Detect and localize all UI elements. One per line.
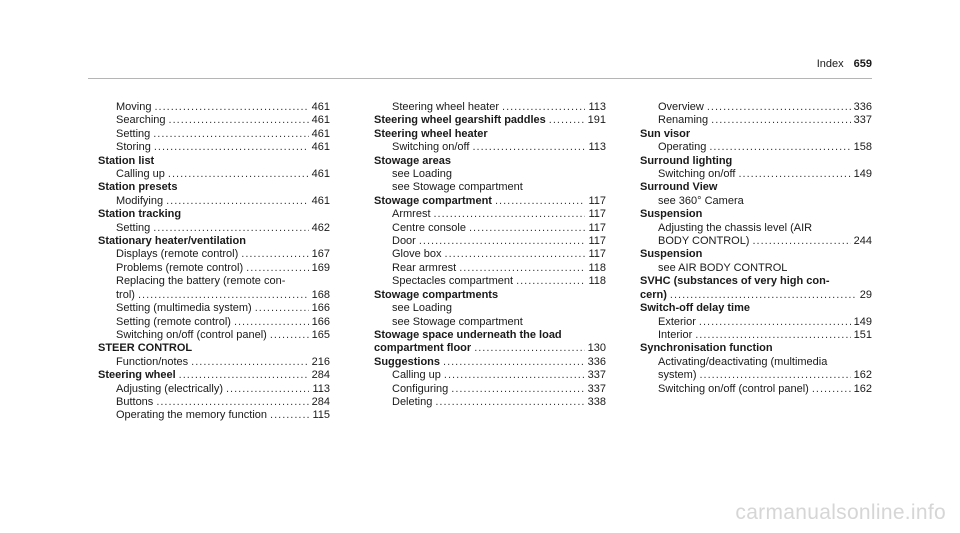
dot-leader bbox=[255, 302, 309, 315]
index-subentry bbox=[640, 195, 872, 208]
index-heading bbox=[98, 208, 330, 221]
entry-page-number: 117 bbox=[588, 194, 606, 207]
entry-text: Station list bbox=[98, 154, 155, 167]
entry-text: Switching on/off (control panel) bbox=[658, 382, 809, 395]
index-subentry[interactable] bbox=[640, 101, 872, 114]
entry-text: see 360° Camera bbox=[658, 194, 744, 207]
dot-leader bbox=[153, 222, 308, 235]
index-subentry[interactable] bbox=[374, 235, 606, 248]
index-heading bbox=[640, 248, 872, 261]
entry-text: Spectacles compartment bbox=[392, 275, 514, 288]
index-heading[interactable] bbox=[374, 195, 606, 208]
index-subentry bbox=[374, 181, 606, 194]
dot-leader bbox=[549, 114, 585, 127]
index-subentry[interactable] bbox=[98, 101, 330, 114]
dot-leader bbox=[707, 101, 851, 114]
dot-leader bbox=[752, 235, 850, 248]
entry-page-number: 461 bbox=[311, 141, 330, 154]
dot-leader bbox=[435, 396, 584, 409]
entry-page-number: 337 bbox=[853, 114, 872, 127]
entry-page-number: 117 bbox=[588, 221, 606, 234]
index-heading bbox=[640, 155, 872, 168]
entry-text: Stowage compartment bbox=[374, 194, 492, 207]
entry-text: SVHC (substances of very high con- bbox=[640, 275, 830, 288]
index-heading bbox=[98, 235, 330, 248]
entry-text: Overview bbox=[658, 101, 704, 113]
index-subentry[interactable] bbox=[98, 356, 330, 369]
index-subentry[interactable] bbox=[98, 409, 330, 422]
index-heading bbox=[374, 289, 606, 302]
entry-text: Switching on/off (control panel) bbox=[116, 328, 267, 341]
entry-page-number: 336 bbox=[587, 355, 606, 368]
entry-page-number: 29 bbox=[859, 288, 872, 301]
index-heading bbox=[374, 329, 606, 342]
entry-text: Switching on/off bbox=[392, 141, 470, 154]
dot-leader bbox=[451, 383, 584, 396]
index-heading[interactable] bbox=[374, 342, 606, 355]
index-column-1 bbox=[98, 101, 330, 423]
index-heading[interactable] bbox=[374, 114, 606, 127]
entry-page-number: 337 bbox=[587, 369, 606, 382]
entry-text: Station presets bbox=[98, 181, 178, 194]
entry-text: Exterior bbox=[658, 315, 696, 328]
entry-text: cern) bbox=[640, 288, 667, 301]
index-subentry[interactable] bbox=[640, 114, 872, 127]
header-rule bbox=[88, 78, 872, 79]
entry-page-number: 168 bbox=[311, 288, 330, 301]
entry-page-number: 167 bbox=[311, 248, 330, 261]
index-subentry[interactable] bbox=[98, 168, 330, 181]
entry-text: system) bbox=[658, 369, 697, 382]
dot-leader bbox=[234, 316, 309, 329]
entry-text: Stationary heater/ventilation bbox=[98, 235, 246, 248]
section-title: Index bbox=[816, 58, 844, 70]
dot-leader bbox=[700, 369, 851, 382]
dot-leader bbox=[226, 383, 309, 396]
entry-text: Setting bbox=[116, 221, 151, 234]
entry-page-number: 151 bbox=[853, 328, 872, 341]
dot-leader bbox=[434, 208, 586, 221]
index-subentry[interactable] bbox=[640, 235, 872, 248]
index-heading bbox=[640, 302, 872, 315]
dot-leader bbox=[516, 275, 585, 288]
entry-text: Steering wheel heater bbox=[392, 101, 500, 113]
entry-page-number: 118 bbox=[588, 275, 606, 288]
entry-page-number: 113 bbox=[588, 101, 606, 113]
dot-leader bbox=[191, 356, 308, 369]
dot-leader bbox=[709, 141, 850, 154]
index-subentry[interactable] bbox=[640, 141, 872, 154]
entry-text: see Loading bbox=[392, 168, 452, 181]
dot-leader bbox=[474, 342, 584, 355]
index-subentry bbox=[640, 262, 872, 275]
entry-text: trol) bbox=[116, 288, 135, 301]
entry-page-number: 284 bbox=[311, 369, 330, 382]
index-subentry[interactable] bbox=[374, 101, 606, 114]
entry-page-number: 461 bbox=[311, 127, 330, 140]
entry-text: compartment floor bbox=[374, 342, 472, 355]
index-subentry[interactable] bbox=[98, 289, 330, 302]
entry-page-number: 113 bbox=[312, 382, 330, 395]
entry-text: Setting bbox=[116, 127, 151, 140]
dot-leader bbox=[670, 289, 857, 302]
entry-text: Centre console bbox=[392, 221, 466, 234]
index-subentry[interactable] bbox=[374, 262, 606, 275]
index-subentry bbox=[640, 356, 872, 369]
entry-text: Calling up bbox=[116, 168, 165, 181]
entry-text: Stowage areas bbox=[374, 154, 452, 167]
entry-text: Glove box bbox=[392, 248, 442, 261]
entry-text: Switching on/off bbox=[658, 168, 736, 181]
entry-page-number: 337 bbox=[587, 382, 606, 395]
entry-page-number: 162 bbox=[853, 369, 872, 382]
entry-text: BODY CONTROL) bbox=[658, 235, 750, 248]
dot-leader bbox=[445, 248, 586, 261]
entry-page-number: 149 bbox=[853, 168, 872, 181]
entry-text: see Stowage compartment bbox=[392, 315, 523, 328]
entry-text: Buttons bbox=[116, 395, 154, 408]
entry-text: see AIR BODY CONTROL bbox=[658, 261, 788, 274]
dot-leader bbox=[154, 101, 308, 114]
index-subentry[interactable] bbox=[98, 316, 330, 329]
entry-text: Surround lighting bbox=[640, 154, 733, 167]
index-heading bbox=[374, 128, 606, 141]
entry-text: Switch-off delay time bbox=[640, 302, 751, 315]
entry-page-number: 158 bbox=[853, 141, 872, 154]
dot-leader bbox=[156, 396, 308, 409]
dot-leader bbox=[168, 168, 309, 181]
entry-text: Function/notes bbox=[116, 355, 189, 368]
entry-text: Setting (remote control) bbox=[116, 315, 231, 328]
dot-leader bbox=[699, 316, 851, 329]
entry-text: Operating bbox=[658, 141, 707, 154]
index-heading bbox=[98, 181, 330, 194]
dot-leader bbox=[169, 114, 309, 127]
index-subentry bbox=[374, 316, 606, 329]
index-subentry[interactable] bbox=[98, 396, 330, 409]
index-subentry[interactable] bbox=[98, 262, 330, 275]
entry-text: Station tracking bbox=[98, 208, 182, 221]
index-subentry bbox=[374, 302, 606, 315]
dot-leader bbox=[502, 101, 585, 114]
index-subentry[interactable] bbox=[374, 141, 606, 154]
entry-text: Moving bbox=[116, 101, 152, 113]
entry-page-number: 244 bbox=[853, 235, 872, 248]
index-heading bbox=[98, 155, 330, 168]
entry-text: Activating/deactivating (multimedia bbox=[658, 355, 828, 368]
entry-page-number: 336 bbox=[853, 101, 872, 113]
index-subentry bbox=[98, 275, 330, 288]
entry-page-number: 461 bbox=[311, 114, 330, 127]
index-heading bbox=[640, 208, 872, 221]
entry-text: Steering wheel heater bbox=[374, 127, 488, 140]
index-heading[interactable] bbox=[98, 369, 330, 382]
entry-text: Suspension bbox=[640, 208, 703, 221]
entry-page-number: 461 bbox=[311, 168, 330, 181]
entry-page-number: 113 bbox=[588, 141, 606, 154]
entry-page-number: 118 bbox=[588, 261, 606, 274]
entry-text: Problems (remote control) bbox=[116, 261, 244, 274]
entry-text: Storing bbox=[116, 141, 151, 154]
dot-leader bbox=[495, 195, 585, 208]
index-heading bbox=[640, 342, 872, 355]
index-subentry[interactable] bbox=[374, 396, 606, 409]
entry-page-number: 117 bbox=[588, 235, 606, 248]
entry-page-number: 461 bbox=[311, 101, 330, 113]
entry-page-number: 166 bbox=[311, 302, 330, 315]
index-subentry[interactable] bbox=[98, 222, 330, 235]
dot-leader bbox=[179, 369, 309, 382]
entry-page-number: 162 bbox=[853, 382, 872, 395]
index-column-2 bbox=[374, 101, 606, 409]
entry-page-number: 191 bbox=[587, 114, 606, 127]
entry-page-number: 284 bbox=[311, 395, 330, 408]
dot-leader bbox=[153, 128, 308, 141]
index-subentry[interactable] bbox=[98, 248, 330, 261]
dot-leader bbox=[241, 248, 308, 261]
index-heading bbox=[98, 342, 330, 355]
page-header bbox=[817, 58, 872, 70]
entry-text: Synchronisation function bbox=[640, 342, 773, 355]
dot-leader bbox=[154, 141, 309, 154]
entry-text: Suggestions bbox=[374, 355, 441, 368]
entry-text: Steering wheel gearshift paddles bbox=[374, 114, 546, 127]
dot-leader bbox=[459, 262, 585, 275]
index-subentry[interactable] bbox=[374, 369, 606, 382]
index-subentry[interactable] bbox=[98, 114, 330, 127]
entry-text: Calling up bbox=[392, 369, 441, 382]
dot-leader bbox=[444, 369, 585, 382]
entry-page-number: 117 bbox=[588, 208, 606, 221]
entry-page-number: 115 bbox=[312, 409, 330, 422]
entry-text: Sun visor bbox=[640, 127, 691, 140]
dot-leader bbox=[469, 222, 585, 235]
index-heading bbox=[374, 155, 606, 168]
index-subentry[interactable] bbox=[98, 195, 330, 208]
entry-page-number: 462 bbox=[311, 221, 330, 234]
entry-text: Suspension bbox=[640, 248, 703, 261]
entry-page-number: 338 bbox=[587, 395, 606, 408]
page-number: 659 bbox=[853, 58, 872, 70]
index-subentry[interactable] bbox=[98, 128, 330, 141]
index-subentry[interactable] bbox=[374, 275, 606, 288]
index-subentry[interactable] bbox=[640, 383, 872, 396]
index-heading bbox=[640, 181, 872, 194]
dot-leader bbox=[472, 141, 585, 154]
entry-page-number: 461 bbox=[311, 194, 330, 207]
index-column-3 bbox=[640, 101, 872, 396]
dot-leader bbox=[138, 289, 309, 302]
entry-text: Modifying bbox=[116, 194, 164, 207]
dot-leader bbox=[738, 168, 850, 181]
entry-text: Surround View bbox=[640, 181, 718, 194]
dot-leader bbox=[270, 329, 309, 342]
index-heading bbox=[640, 275, 872, 288]
index-subentry[interactable] bbox=[98, 141, 330, 154]
dot-leader bbox=[270, 409, 309, 422]
entry-text: Stowage compartments bbox=[374, 288, 499, 301]
entry-page-number: 130 bbox=[587, 342, 606, 355]
index-subentry[interactable] bbox=[98, 302, 330, 315]
entry-text: Deleting bbox=[392, 395, 433, 408]
dot-leader bbox=[443, 356, 585, 369]
entry-text: Door bbox=[392, 235, 416, 248]
index-subentry[interactable] bbox=[640, 369, 872, 382]
index-subentry[interactable] bbox=[640, 329, 872, 342]
entry-text: Adjusting the chassis level (AIR bbox=[658, 221, 813, 234]
index-subentry[interactable] bbox=[374, 248, 606, 261]
index-subentry[interactable] bbox=[640, 168, 872, 181]
entry-text: Rear armrest bbox=[392, 261, 457, 274]
entry-text: Displays (remote control) bbox=[116, 248, 239, 261]
dot-leader bbox=[166, 195, 309, 208]
entry-text: Setting (multimedia system) bbox=[116, 302, 252, 315]
watermark: carmanualsonline.info bbox=[735, 501, 946, 524]
dot-leader bbox=[711, 114, 851, 127]
index-subentry bbox=[374, 168, 606, 181]
dot-leader bbox=[419, 235, 586, 248]
entry-text: Stowage space underneath the load bbox=[374, 328, 562, 341]
entry-text: Renaming bbox=[658, 114, 709, 127]
entry-text: Interior bbox=[658, 328, 693, 341]
entry-text: see Stowage compartment bbox=[392, 181, 523, 194]
index-subentry[interactable] bbox=[374, 208, 606, 221]
entry-page-number: 166 bbox=[311, 315, 330, 328]
entry-text: see Loading bbox=[392, 302, 452, 315]
entry-page-number: 165 bbox=[311, 328, 330, 341]
index-subentry[interactable] bbox=[374, 383, 606, 396]
index-heading[interactable] bbox=[640, 289, 872, 302]
entry-text: Operating the memory function bbox=[116, 409, 268, 422]
index-subentry[interactable] bbox=[374, 222, 606, 235]
entry-page-number: 149 bbox=[853, 315, 872, 328]
entry-text: STEER CONTROL bbox=[98, 342, 193, 355]
dot-leader bbox=[812, 383, 851, 396]
index-subentry bbox=[640, 222, 872, 235]
index-heading[interactable] bbox=[374, 356, 606, 369]
entry-text: Configuring bbox=[392, 382, 449, 395]
dot-leader bbox=[695, 329, 850, 342]
index-heading bbox=[640, 128, 872, 141]
dot-leader bbox=[246, 262, 308, 275]
entry-text: Armrest bbox=[392, 208, 431, 221]
index-subentry[interactable] bbox=[640, 316, 872, 329]
entry-page-number: 117 bbox=[588, 248, 606, 261]
entry-page-number: 216 bbox=[311, 355, 330, 368]
entry-text: Steering wheel bbox=[98, 369, 176, 382]
entry-text: Replacing the battery (remote con- bbox=[116, 275, 286, 288]
entry-page-number: 169 bbox=[311, 261, 330, 274]
index-subentry[interactable] bbox=[98, 383, 330, 396]
entry-text: Searching bbox=[116, 114, 166, 127]
index-subentry[interactable] bbox=[98, 329, 330, 342]
entry-text: Adjusting (electrically) bbox=[116, 382, 223, 395]
